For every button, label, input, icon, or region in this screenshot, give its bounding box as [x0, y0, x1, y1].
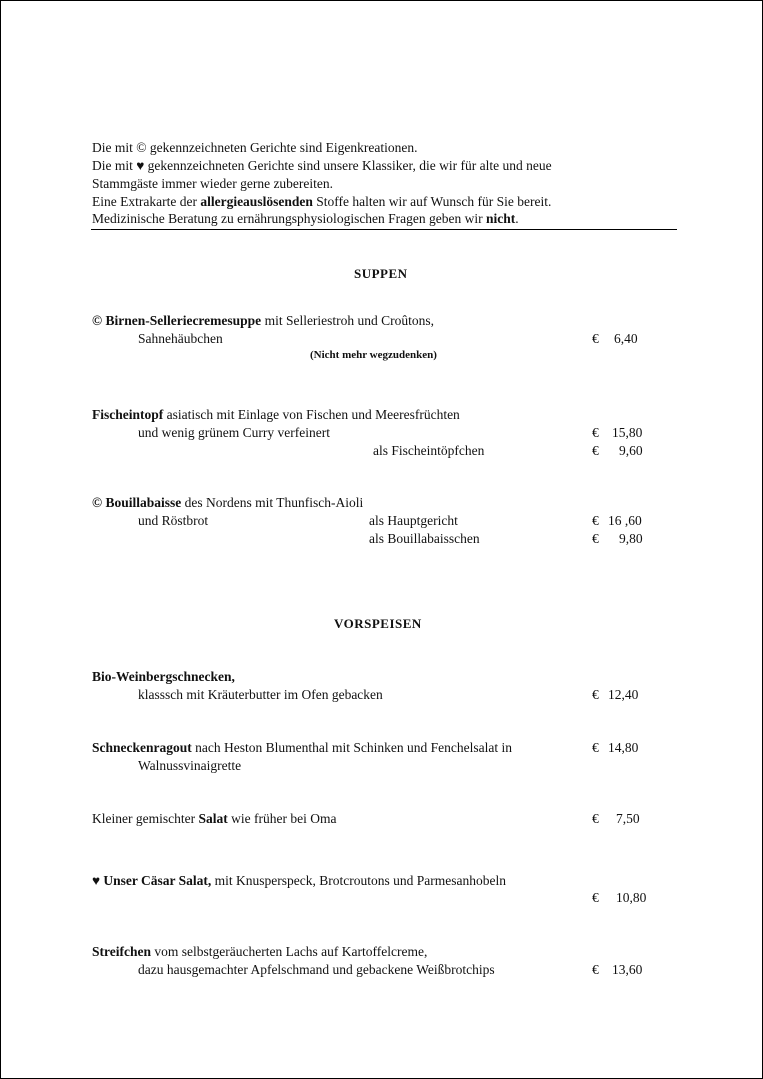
intro-line-4	[92, 193, 551, 211]
intro-line-2-text: Die mit ♥ gekennzeichneten Gerichte sind unsere Klassiker, die wir für alte und neue	[92, 158, 552, 173]
dish-salat-post: wie früher bei Oma	[227, 811, 337, 826]
dish-fischeintopf-title	[92, 406, 460, 424]
dish-caesar-pre: ♥ Unser	[92, 873, 142, 888]
section-heading-suppen: SUPPEN	[354, 266, 408, 281]
dish-birnen-name: © Birnen-Selleriecremesuppe	[92, 313, 262, 328]
price-value: 6,40	[614, 331, 638, 346]
dish-birnen-title	[92, 312, 434, 330]
intro-line-4-text-a: Eine Extrakarte der	[92, 194, 201, 209]
section-heading-vorspeisen: VORSPEISEN	[334, 616, 422, 631]
dish-lachs-desc-2: dazu hausgemachter Apfelschmand und gebackene Weißbrotchips	[138, 962, 495, 977]
intro-line-5-bold: nicht	[486, 211, 516, 226]
dish-salat-title	[92, 810, 336, 828]
dish-birnen-desc-2: Sahnehäubchen	[138, 331, 223, 346]
currency-symbol: €	[592, 331, 599, 346]
dish-schnecken-title	[92, 668, 235, 686]
currency-symbol: €	[592, 890, 599, 905]
price-value: 9,80	[619, 531, 643, 546]
dish-fischeintopf-name: Fischeintopf	[92, 407, 164, 422]
currency-symbol: €	[592, 443, 599, 458]
intro-line-5-text-c: .	[515, 211, 519, 226]
dish-caesar-post: mit Knusperspeck, Brotcroutons und Parmesanhobeln	[211, 873, 506, 888]
dish-lachs-name: Streifchen	[92, 944, 151, 959]
price-value: 16 ,60	[608, 513, 642, 528]
intro-line-5-text-a: Medizinische Beratung zu ernährungsphysiologischen Fragen geben wir	[92, 211, 487, 226]
dish-fischeintopf-desc-1: asiatisch mit Einlage von Fischen und Meeresfrüchten	[163, 407, 460, 422]
intro-line-4-text-c: Stoffe halten wir auf Wunsch für Sie bereit.	[312, 194, 552, 209]
dish-bouillabaisse-desc-2: und Röstbrot	[138, 513, 209, 528]
dish-schnecken-name: Bio-Weinbergschnecken,	[92, 669, 235, 684]
price-value: 9,60	[619, 443, 643, 458]
dish-bouillabaisse-variant-1-label: als Hauptgericht	[369, 513, 458, 528]
dish-bouillabaisse-name: © Bouillabaisse	[92, 495, 182, 510]
dish-salat-name: Salat	[198, 811, 228, 826]
price-value: 12,40	[608, 687, 639, 702]
price-value: 15,80	[612, 425, 643, 440]
intro-divider	[91, 229, 677, 230]
dish-bouillabaisse-title	[92, 494, 363, 512]
dish-caesar-title	[92, 872, 506, 890]
currency-symbol: €	[592, 531, 599, 546]
intro-line-2	[92, 157, 552, 175]
dish-schnecken-desc: klasssch mit Kräuterbutter im Ofen gebacken	[138, 687, 383, 702]
dish-lachs-title	[92, 943, 427, 961]
dish-fischeintopf-variant-label: als Fischeintöpfchen	[373, 443, 485, 458]
dish-bouillabaisse-variant-2-label: als Bouillabaisschen	[369, 531, 480, 546]
price-value: 7,50	[616, 811, 640, 826]
intro-line-1	[92, 139, 418, 157]
currency-symbol: €	[592, 513, 599, 528]
currency-symbol: €	[592, 811, 599, 826]
dish-ragout-name: Schneckenragout	[92, 740, 192, 755]
dish-salat-pre: Kleiner gemischter	[92, 811, 199, 826]
dish-ragout-desc-2: Walnussvinaigrette	[138, 758, 242, 773]
dish-birnen-desc-1: mit Selleriestroh und Croûtons,	[261, 313, 435, 328]
dish-bouillabaisse-desc-1: des Nordens mit Thunfisch-Aioli	[181, 495, 364, 510]
intro-line-3	[92, 175, 333, 193]
price-value: 10,80	[616, 890, 647, 905]
price-value: 14,80	[608, 740, 639, 755]
dish-ragout-title	[92, 739, 512, 757]
dish-caesar-name: Cäsar Salat,	[141, 873, 212, 888]
dish-birnen-note: (Nicht mehr wegzudenken)	[310, 349, 437, 361]
intro-line-3-text: Stammgäste immer wieder gerne zubereiten.	[92, 176, 334, 191]
currency-symbol: €	[592, 740, 599, 755]
dish-fischeintopf-desc-2: und wenig grünem Curry verfeinert	[138, 425, 330, 440]
intro-line-5	[92, 210, 519, 228]
currency-symbol: €	[592, 687, 599, 702]
currency-symbol: €	[592, 425, 599, 440]
price-value: 13,60	[612, 962, 643, 977]
currency-symbol: €	[592, 962, 599, 977]
intro-line-4-bold: allergieauslösenden	[200, 194, 313, 209]
dish-lachs-desc-1: vom selbstgeräucherten Lachs auf Kartoffelcreme,	[151, 944, 428, 959]
dish-ragout-desc-1: nach Heston Blumenthal mit Schinken und Fenchelsalat in	[191, 740, 512, 755]
intro-line-1-text: Die mit © gekennzeichneten Gerichte sind Eigenkreationen.	[92, 140, 418, 155]
